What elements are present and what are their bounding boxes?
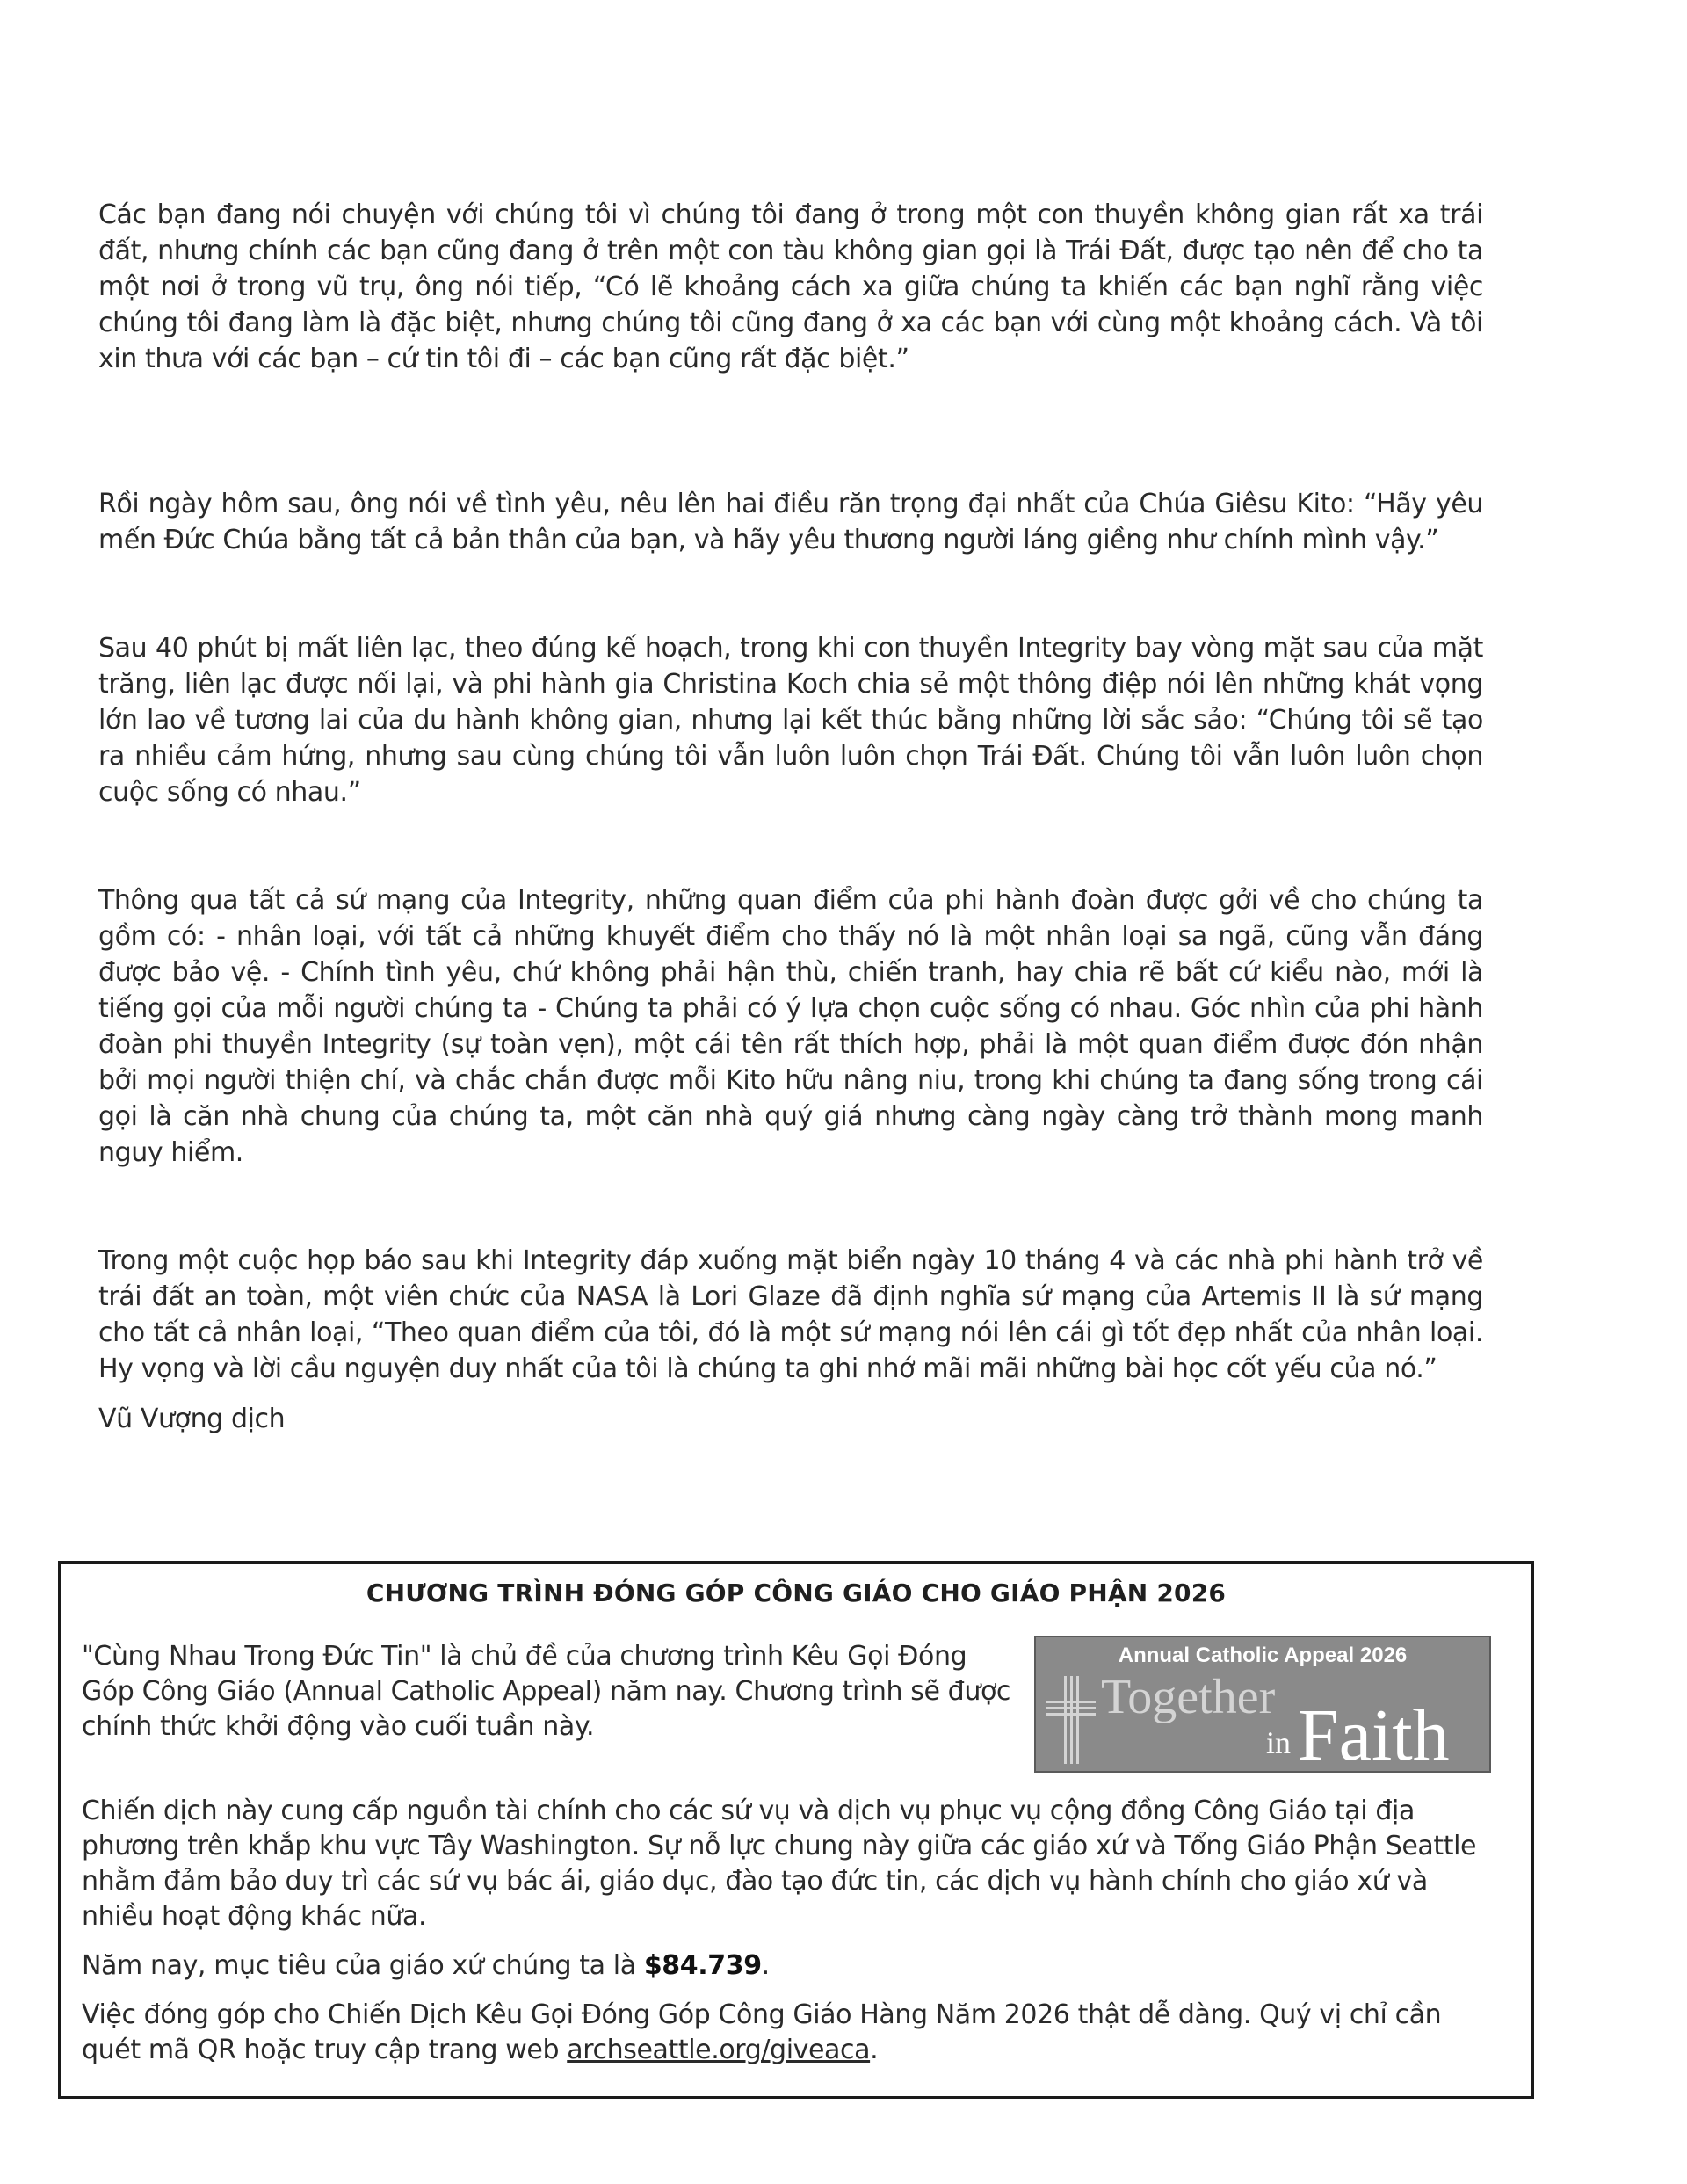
cross-icon (1045, 1674, 1097, 1766)
goal-prefix: Năm nay, mục tiêu của giáo xứ chúng ta là (82, 1950, 644, 1981)
appeal-description: Chiến dịch này cung cấp nguồn tài chính cho các sứ vụ và dịch vụ phục vụ cộng đồng Công Giáo tại địa phương trên khắp khu vực Tây Washington. Sự nỗ lực chung này giữa các giáo xứ và Tổng Giáo Phận Seattle nhằm đảm bảo duy trì các sứ vụ bác ái, giáo dục, đào tạo đức tin, các dịch vụ hành chính cho giáo xứ và nhiều hoạt động khác nữa. (82, 1796, 1477, 1932)
appeal-goal (82, 1948, 1505, 1984)
giveaca-link[interactable]: archseattle.org/giveaca (567, 2035, 871, 2065)
article-paragraph-1: Các bạn đang nói chuyện với chúng tôi vì chúng tôi đang ở trong một con thuyền không gian rất xa trái đất, nhưng chính các bạn cũng đang ở trên một con tàu không gian gọi là Trái Đất, được tạo nên để cho ta một nơi ở trong vũ trụ, ông nói tiếp, “Có lẽ khoảng cách xa giữa chúng ta khiến các bạn nghĩ rằng việc chúng tôi đang làm là đặc biệt, nhưng chúng tôi cũng đang ở xa các bạn với cùng một khoảng cách. Và tôi xin thưa với các bạn – cứ tin tôi đi – các bạn cũng rất đặc biệt.” (98, 200, 1483, 374)
donate-suffix: . (870, 2035, 879, 2065)
appeal-donate (82, 1998, 1505, 2068)
appeal-intro: "Cùng Nhau Trong Đức Tin" là chủ đề của chương trình Kêu Gọi Đóng Góp Công Giáo (Annual Catholic Appeal) năm nay. Chương trình sẽ được chính thức khởi động vào cuối tuần này. (82, 1641, 1010, 1742)
logo-in-text: in (1266, 1725, 1292, 1760)
appeal-title: CHƯƠNG TRÌNH ĐÓNG GÓP CÔNG GIÁO CHO GIÁO PHẬN 2026 (366, 1578, 1227, 1607)
article-paragraph-4: Thông qua tất cả sứ mạng của Integrity, những quan điểm của phi hành đoàn được gởi về cho chúng ta gồm có: - nhân loại, với tất cả những khuyết điểm cho thấy nó là một nhân loại sa ngã, cũng vẫn đáng được bảo vệ. - Chính tình yêu, chứ không phải hận thù, chiến tranh, hay chia rẽ bất cứ kiểu nào, mới là tiếng gọi của mỗi người chúng ta - Chúng ta phải có ý lựa chọn cuộc sống có nhau. Góc nhìn của phi hành đoàn phi thuyền Integrity (sự toàn vẹn), một cái tên rất thích hợp, phải là một quan điểm được đón nhận bởi mọi người thiện chí, và chắc chắn được mỗi Kito hữu nâng niu, trong khi chúng ta đang sống trong cái gọi là căn nhà chung của chúng ta, một căn nhà quý giá nhưng càng ngày càng trở thành mong manh nguy hiểm. (98, 885, 1483, 1168)
appeal-box (58, 1561, 1534, 2099)
logo-top-text: Annual Catholic Appeal 2026 (1118, 1643, 1408, 1667)
goal-suffix: . (761, 1950, 770, 1981)
article (98, 197, 1483, 1437)
logo-faith-text: Faith (1298, 1694, 1450, 1773)
goal-amount: $84.739 (643, 1950, 762, 1981)
appeal-body (82, 1794, 1505, 2082)
article-paragraph-3: Sau 40 phút bị mất liên lạc, theo đúng kế hoạch, trong khi con thuyền Integrity bay vòng mặt sau của mặt trăng, liên lạc được nối lại, và phi hành gia Christina Koch chia sẻ một thông điệp nói lên những khát vọng lớn lao về tương lai của du hành không gian, nhưng lại kết thúc bằng những lời sắc sảo: “Chúng tôi sẽ tạo ra nhiều cảm hứng, nhưng sau cùng chúng tôi vẫn luôn luôn chọn Trái Đất. Chúng tôi vẫn luôn luôn chọn cuộc sống có nhau.” (98, 633, 1483, 808)
article-paragraph-5: Trong một cuộc họp báo sau khi Integrity đáp xuống mặt biển ngày 10 tháng 4 và các nhà phi hành trở về trái đất an toàn, một viên chức của NASA là Lori Glaze đã định nghĩa sứ mạng của Artemis II là sứ mạng cho tất cả nhân loại, “Theo quan điểm của tôi, đó là một sứ mạng nói lên cái gì tốt đẹp nhất của nhân loại. Hy vọng và lời cầu nguyện duy nhất của tôi là chúng ta ghi nhớ mãi mãi những bài học cốt yếu của nó.” (98, 1245, 1483, 1384)
article-paragraph-2: Rồi ngày hôm sau, ông nói về tình yêu, nêu lên hai điều răn trọng đại nhất của Chúa Giêsu Kito: “Hãy yêu mến Đức Chúa bằng tất cả bản thân của bạn, và hãy yêu thương người láng giềng như chính mình vậy.” (98, 489, 1483, 555)
appeal-logo (1034, 1636, 1491, 1773)
donate-prefix: Việc đóng góp cho Chiến Dịch Kêu Gọi Đóng Góp Công Giáo Hàng Năm 2026 thật dễ dàng. Quý vị chỉ cần quét mã QR hoặc truy cập trang web (82, 1999, 1442, 2065)
logo-together-text: Together (1101, 1670, 1276, 1724)
translator-signature: Vũ Vượng dịch (98, 1404, 286, 1434)
